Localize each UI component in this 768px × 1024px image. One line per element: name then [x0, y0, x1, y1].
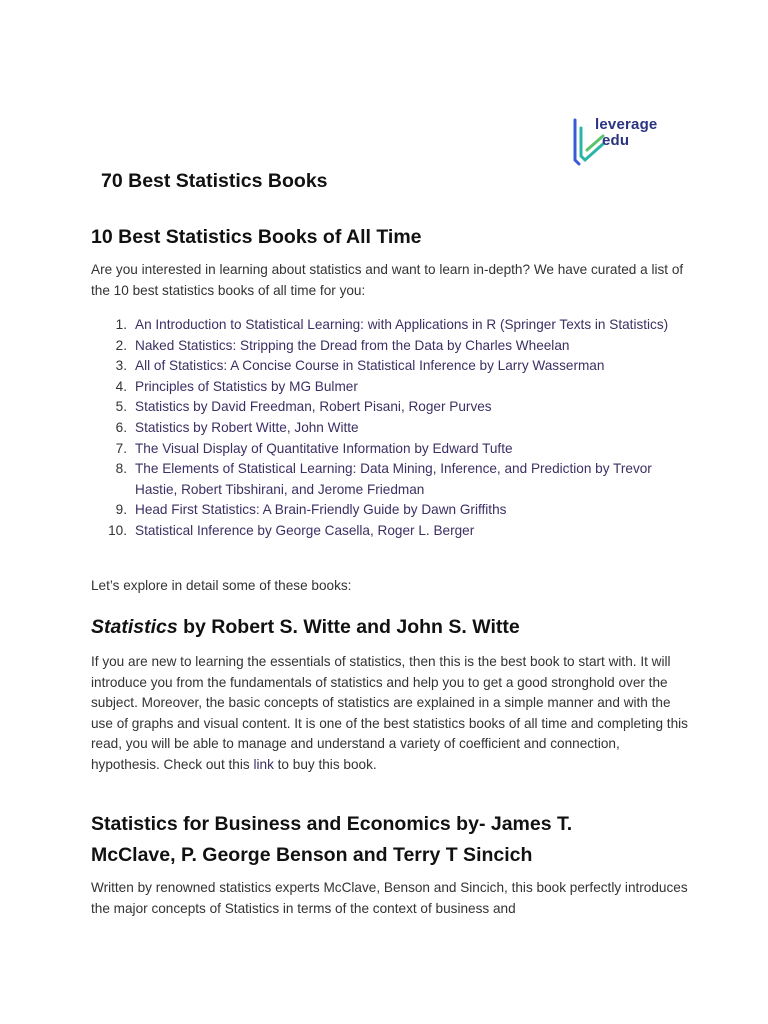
- page-title: 70 Best Statistics Books: [101, 170, 328, 192]
- list-number: 1.: [115, 317, 127, 332]
- list-item: [91, 356, 691, 377]
- list-item: [91, 439, 691, 460]
- witte-body-text: If you are new to learning the essentials of statistics, then this is the best book to start with. It will introduce you from the fundamentals of statistics and help you to get a good stronghold over the subject. Moreover, the basic concepts of statistics are explained in a simple manner and with the use of graphs and visual content. It is one of the best statistics books of all time and completing this read, you will be able to manage and understand a variety of coefficient and connection, hypothesis. Check out this: [91, 654, 688, 772]
- list-number: 7.: [115, 440, 127, 456]
- list-number: 3.: [115, 358, 127, 374]
- book-link[interactable]: Statistical Inference by George Casella, Roger L. Berger: [135, 522, 475, 538]
- list-number: 2.: [115, 337, 127, 353]
- book-link[interactable]: Head First Statistics: A Brain-Friendly Guide by Dawn Griffiths: [135, 502, 507, 518]
- outro-paragraph: Let’s explore in detail some of these books:: [91, 578, 352, 593]
- list-number: 4.: [115, 378, 127, 394]
- book-link[interactable]: Principles of Statistics by MG Bulmer: [135, 378, 358, 394]
- logo-text-leverage: leverage: [595, 116, 658, 133]
- business-description: Written by renowned statistics experts McClave, Benson and Sincich, this book perfectly introduces the major concepts of Statistics in terms of the context of business and: [91, 880, 688, 916]
- section-heading-witte: [91, 612, 520, 643]
- book-link[interactable]: The Visual Display of Quantitative Information by Edward Tufte: [135, 440, 513, 456]
- book-link[interactable]: The Elements of Statistical Learning: Data Mining, Inference, and Prediction by Trevor Hastie, Robert Tibshirani, and Jerome Friedman: [135, 461, 652, 497]
- heading-authors: by Robert S. Witte and John S. Witte: [177, 616, 520, 638]
- leverage-edu-logo: [572, 114, 682, 170]
- section-heading-business: Statistics for Business and Economics by- James T. McClave, P. George Benson and Terry T Sincich: [91, 813, 573, 866]
- list-item: [91, 397, 691, 418]
- book-link[interactable]: Statistics by David Freedman, Robert Pisani, Roger Purves: [135, 399, 492, 415]
- book-link[interactable]: Statistics by Robert Witte, John Witte: [135, 419, 359, 435]
- list-item: [91, 418, 691, 439]
- list-item: [91, 336, 691, 357]
- intro-paragraph: Are you interested in learning about statistics and want to learn in-depth? We have curated a list of the 10 best statistics books of all time for you:: [91, 262, 684, 298]
- list-item: [91, 377, 691, 398]
- logo-text-edu: edu: [602, 132, 630, 149]
- list-number: 10.: [108, 522, 127, 538]
- list-item: [91, 500, 691, 521]
- witte-body-end: to buy this book.: [273, 756, 377, 772]
- book-link[interactable]: All of Statistics: A Concise Course in Statistical Inference by Larry Wasserman: [135, 358, 605, 374]
- buy-book-link[interactable]: link: [253, 756, 274, 772]
- list-number: 6.: [115, 419, 127, 435]
- section-heading-best-books: 10 Best Statistics Books of All Time: [91, 226, 422, 248]
- witte-description: [91, 652, 691, 775]
- book-list: [91, 315, 691, 542]
- list-number: 8.: [115, 461, 127, 477]
- list-item: [91, 459, 691, 500]
- list-item: [91, 521, 691, 542]
- book-link[interactable]: Naked Statistics: Stripping the Dread from the Data by Charles Wheelan: [135, 337, 570, 353]
- heading-book-title: Statistics: [91, 616, 178, 638]
- list-number: 9.: [115, 502, 127, 518]
- list-item: [91, 315, 691, 336]
- list-number: 5.: [115, 399, 127, 415]
- book-link[interactable]: An Introduction to Statistical Learning: with Applications in R (Springer Texts in Statistics): [135, 317, 669, 332]
